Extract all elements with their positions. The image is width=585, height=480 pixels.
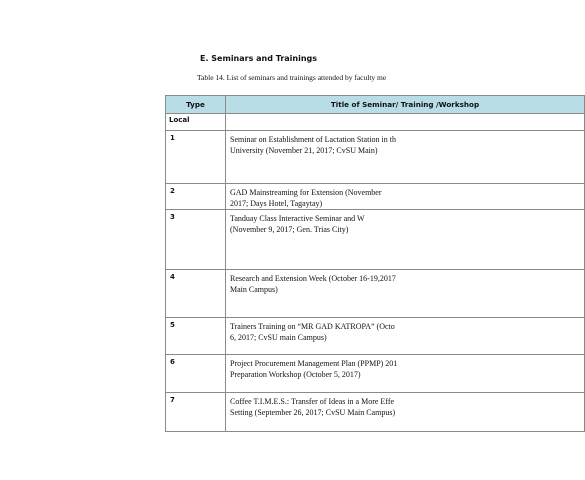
row-number: 3 [166, 210, 226, 270]
title-line: Preparation Workshop (October 5, 2017) [230, 370, 361, 379]
seminars-table-container [165, 95, 480, 431]
header-type: Type [166, 96, 226, 114]
table-row [166, 184, 585, 210]
title-line: Tanduay Class Interactive Seminar and W [230, 214, 365, 223]
row-title [226, 355, 585, 393]
title-line: Setting (September 26, 2017; CvSU Main Campus) [230, 408, 396, 417]
row-number: 2 [166, 184, 226, 210]
title-line: Coffee T.I.M.E.S.: Transfer of Ideas in a More Effe [230, 397, 395, 406]
title-line: Seminar on Establishment of Lactation Station in th [230, 135, 396, 144]
row-number: 7 [166, 393, 226, 432]
title-line: Main Campus) [230, 285, 278, 294]
title-line: 6, 2017; CvSU main Campus) [230, 333, 327, 342]
title-line: Trainers Training on “MR GAD KATROPA” (Octo [230, 322, 395, 331]
table-header-row [166, 96, 585, 114]
header-title: Title of Seminar/ Training /Workshop [226, 96, 585, 114]
section-heading: E. Seminars and Trainings [200, 54, 318, 63]
row-title [226, 210, 585, 270]
row-number: 1 [166, 131, 226, 184]
title-line: University (November 21, 2017; CvSU Main) [230, 146, 378, 155]
title-line: 2017; Days Hotel, Tagaytay) [230, 199, 323, 208]
row-number: 6 [166, 355, 226, 393]
title-line: GAD Mainstreaming for Extension (November [230, 188, 382, 197]
seminars-table [165, 95, 585, 432]
group-empty-cell [226, 114, 585, 131]
table-row [166, 393, 585, 432]
table-row [166, 355, 585, 393]
table-row [166, 270, 585, 318]
row-title [226, 131, 585, 184]
row-number: 5 [166, 318, 226, 355]
row-title [226, 270, 585, 318]
row-number: 4 [166, 270, 226, 318]
row-title [226, 184, 585, 210]
row-title [226, 393, 585, 432]
group-label: Local [166, 114, 226, 131]
group-row-local [166, 114, 585, 131]
table-row [166, 318, 585, 355]
table-row [166, 131, 585, 184]
title-line: Research and Extension Week (October 16-19,2017 [230, 274, 396, 283]
table-row [166, 210, 585, 270]
table-caption: Table 14. List of seminars and trainings attended by faculty me [197, 73, 387, 82]
row-title [226, 318, 585, 355]
title-line: Project Procurement Management Plan (PPMP) 201 [230, 359, 398, 368]
title-line: (November 9, 2017; Gen. Trias City) [230, 225, 349, 234]
